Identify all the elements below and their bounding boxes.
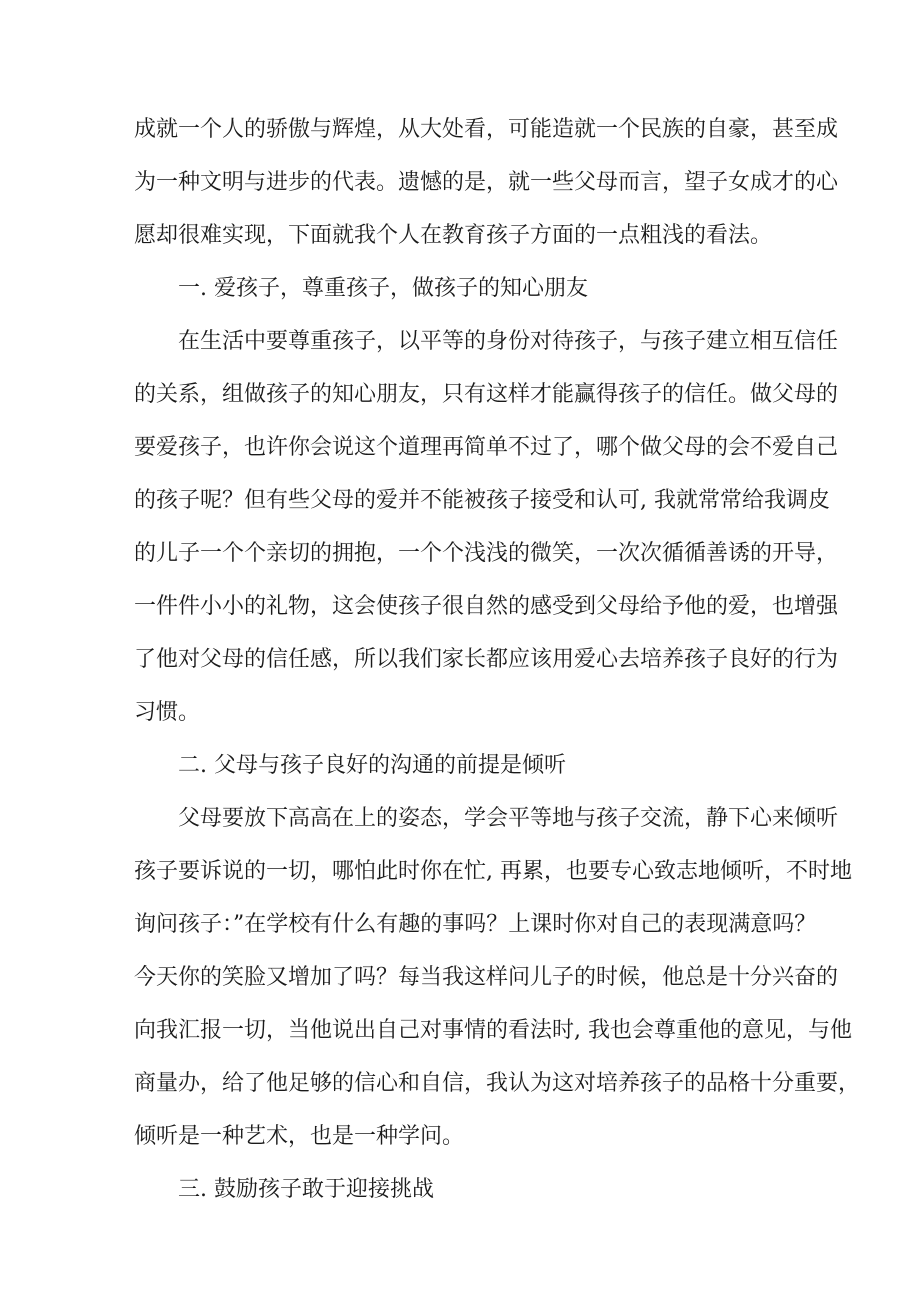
paragraph-line: 为一种文明与进步的代表。遗憾的是，就一些父母而言，望子女成才的心: [134, 170, 839, 195]
paragraph-line: 倾听是一种艺术，也是一种学问。: [134, 1124, 465, 1149]
paragraph-line: 父母要放下高高在上的姿态，学会平等地与孩子交流，静下心来倾听: [178, 806, 839, 831]
paragraph-line: 的孩子呢？但有些父母的爱并不能被孩子接受和认可, 我就常常给我调皮: [134, 488, 830, 513]
paragraph-line: 习惯。: [134, 700, 201, 725]
paragraph-line: 今天你的笑脸又增加了吗？每当我这样问儿子的时候，他总是十分兴奋的: [134, 965, 839, 990]
paragraph-line: 在生活中要尊重孩子，以平等的身份对待孩子，与孩子建立相互信任: [178, 329, 839, 354]
paragraph-line: 向我汇报一切，当他说出自己对事情的看法时, 我也会尊重他的意见，与他: [134, 1018, 852, 1043]
paragraph-line: 询问孩子：”在学校有什么有趣的事吗？上课时你对自己的表现满意吗？: [134, 912, 817, 937]
paragraph-line: 的儿子一个个亲切的拥抱，一个个浅浅的微笑，一次次循循善诱的开导，: [134, 541, 839, 566]
paragraph-line: 一件件小小的礼物，这会使孩子很自然的感受到父母给予他的爱，也增强: [134, 594, 839, 619]
paragraph-line: 孩子要诉说的一切，哪怕此时你在忙, 再累，也要专心致志地倾听，不时地: [134, 859, 852, 884]
section-heading: 三. 鼓励孩子敢于迎接挑战: [178, 1177, 434, 1202]
paragraph-line: 要爱孩子，也许你会说这个道理再简单不过了，哪个做父母的会不爱自己: [134, 435, 839, 460]
paragraph-line: 的关系，组做孩子的知心朋友，只有这样才能赢得孩子的信任。做父母的: [134, 382, 839, 407]
section-heading: 二. 父母与孩子良好的沟通的前提是倾听: [178, 753, 566, 778]
paragraph-line: 成就一个人的骄傲与辉煌，从大处看，可能造就一个民族的自豪，甚至成: [134, 117, 839, 142]
paragraph-line: 了他对父母的信任感，所以我们家长都应该用爱心去培养孩子良好的行为: [134, 647, 839, 672]
section-heading: 一. 爱孩子，尊重孩子，做孩子的知心朋友: [178, 276, 588, 301]
paragraph-line: 商量办，给了他足够的信心和自信，我认为这对培养孩子的品格十分重要，: [134, 1071, 861, 1096]
paragraph-line: 愿却很难实现，下面就我个人在教育孩子方面的一点粗浅的看法。: [134, 223, 773, 248]
